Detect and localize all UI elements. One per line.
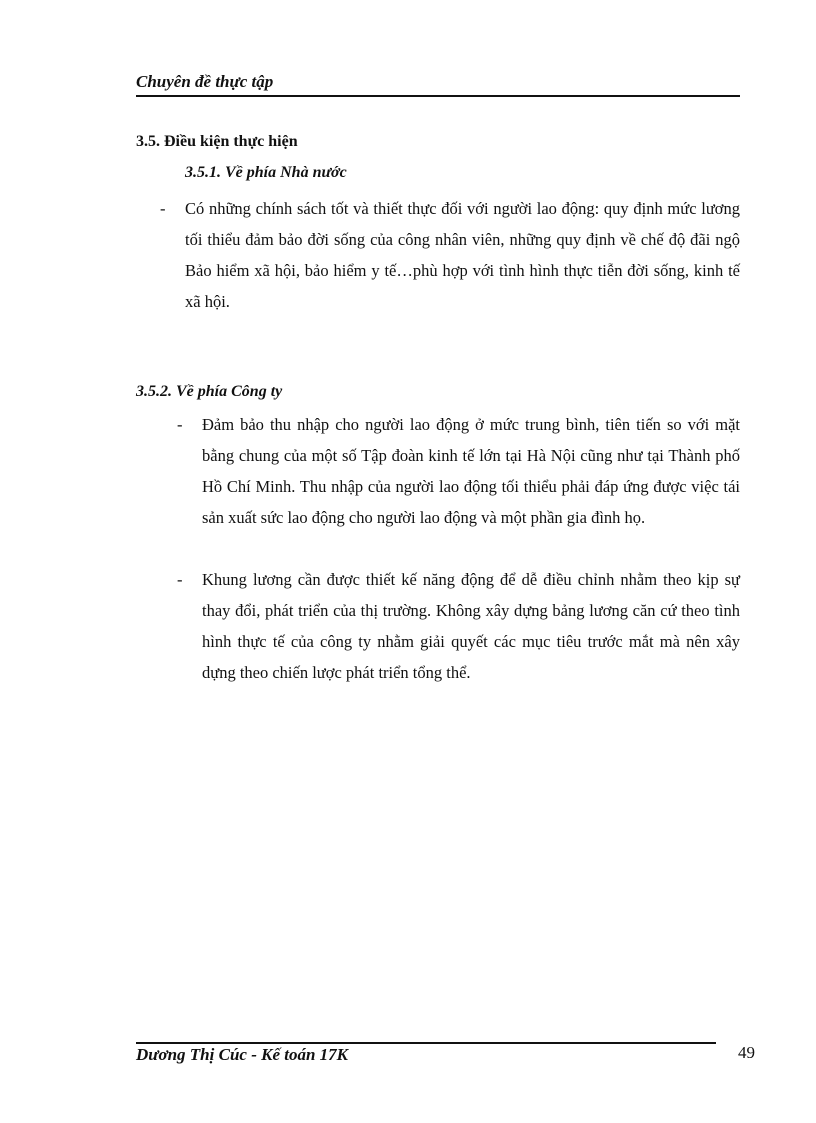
bullet-dash: - <box>177 415 183 434</box>
bullet-paragraph: Đảm bảo thu nhập cho người lao động ở mức trung bình, tiên tiến so với mặt bằng chung của một số Tập đoàn kinh tế lớn tại Hà Nội cũng như tại Thành phố Hồ Chí Minh. Thu nhập của người lao động tối thiểu phải đáp ứng được việc tái sản xuất sức lao động cho người lao động và một phần gia đình họ. <box>202 415 740 527</box>
bullet-paragraph: Có những chính sách tốt và thiết thực đối với người lao động: quy định mức lương tối thiểu đảm bảo đời sống của công nhân viên, những quy định về chế độ đãi ngộ Bảo hiểm xã hội, bảo hiểm y tế…phù hợp với tình hình thực tiễn đời sống, kinh tế xã hội. <box>185 199 740 311</box>
subsection-heading-state: 3.5.1. Về phía Nhà nước <box>185 164 347 181</box>
footer-divider <box>136 1042 716 1044</box>
section-heading: 3.5. Điều kiện thực hiện <box>136 133 298 150</box>
bullet-dash: - <box>160 199 166 218</box>
bullet-dash: - <box>177 570 183 589</box>
footer-author: Dương Thị Cúc - Kế toán 17K <box>136 1045 349 1064</box>
bullet-paragraph: Khung lương cần được thiết kế năng động để dễ điều chỉnh nhằm theo kịp sự thay đổi, phát triển của thị trường. Không xây dựng bảng lương căn cứ theo tình hình thực tế của công ty nhằm giải quyết các mục tiêu trước mắt mà nên xây dựng theo chiến lược phát triển tổng thể. <box>202 570 740 682</box>
page-number: 49 <box>738 1043 755 1062</box>
subsection-heading-company: 3.5.2. Về phía Công ty <box>136 383 283 400</box>
header-title: Chuyên đề thực tập <box>136 72 274 91</box>
header-divider <box>136 95 740 97</box>
